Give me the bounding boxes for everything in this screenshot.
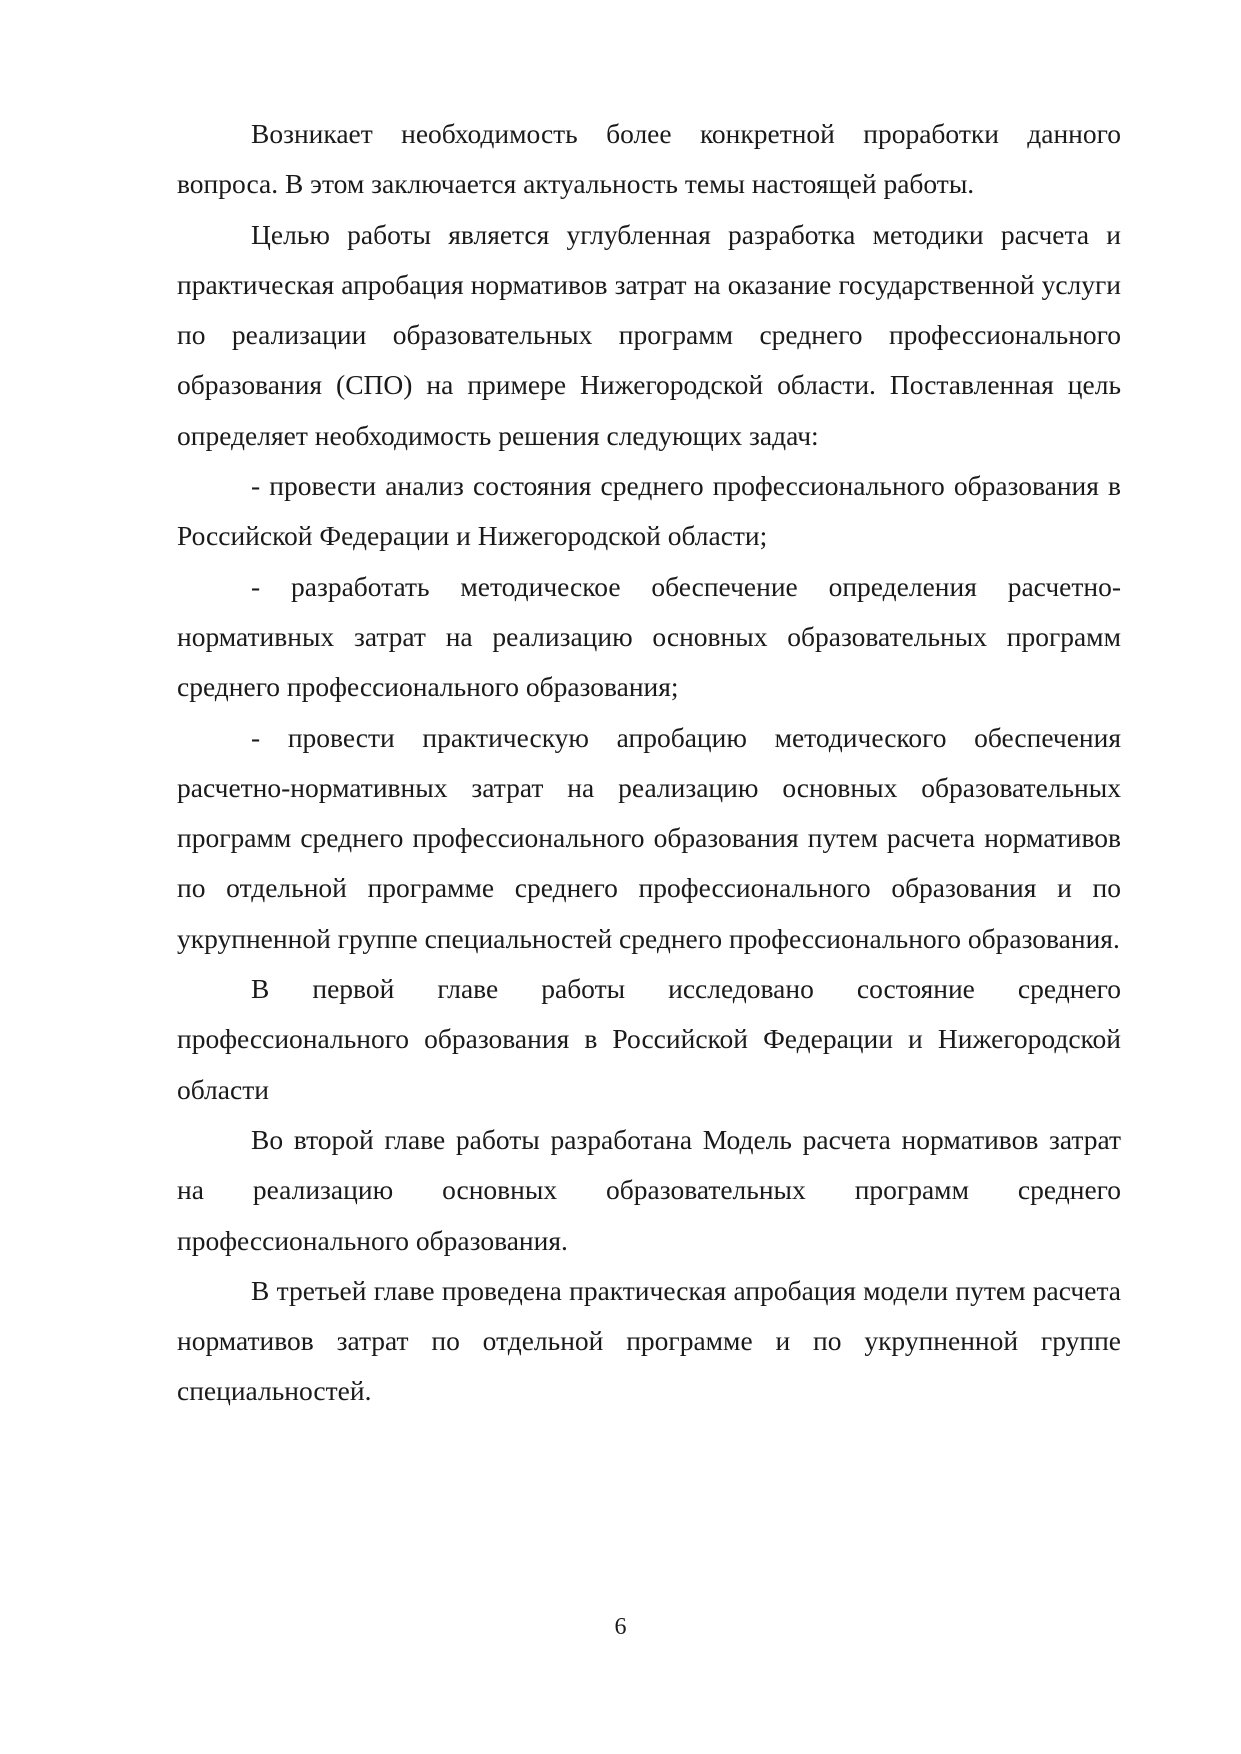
task-list-item: - провести практическую апробацию методического обеспечения расчетно-нормативных затрат на реализацию основных образовательных программ среднего профессионального образования путем расчета нормативов по отдельной программе среднего профессионального образования и по укрупненной группе специальностей среднего профессионального образования. xyxy=(177,721,1121,954)
page-number: 6 xyxy=(614,1614,627,1640)
paragraph-chapter-three: В третьей главе проведена практическая апробация модели путем расчета нормативов затрат по отдельной программе и по укрупненной группе специальностей. xyxy=(177,1274,1121,1407)
paragraph-relevance: Возникает необходимость более конкретной проработки данного вопроса. В этом заключается актуальность темы настоящей работы. xyxy=(177,118,1121,200)
paragraph-chapter-one: В первой главе работы исследовано состояние среднего профессионального образования в Российской Федерации и Нижегородской области xyxy=(177,973,1121,1105)
paragraph-chapter-two: Во второй главе работы разработана Модель расчета нормативов затрат на реализацию основных образовательных программ среднего профессионального образования. xyxy=(177,1123,1121,1256)
paragraph-goal: Целью работы является углубленная разработка методики расчета и практическая апробация нормативов затрат на оказание государственной услуги по реализации образовательных программ среднего профессионального образования (СПО) на примере Нижегородской области. Поставленная цель определяет необходимость решения следующих задач: xyxy=(177,218,1121,451)
task-list-item: - провести анализ состояния среднего профессионального образования в Российской Федерации и Нижегородской области; xyxy=(177,470,1121,552)
task-list-item: - разработать методическое обеспечение определения расчетно-нормативных затрат на реализацию основных образовательных программ среднего профессионального образования; xyxy=(177,570,1121,703)
body-text xyxy=(177,109,1121,1417)
